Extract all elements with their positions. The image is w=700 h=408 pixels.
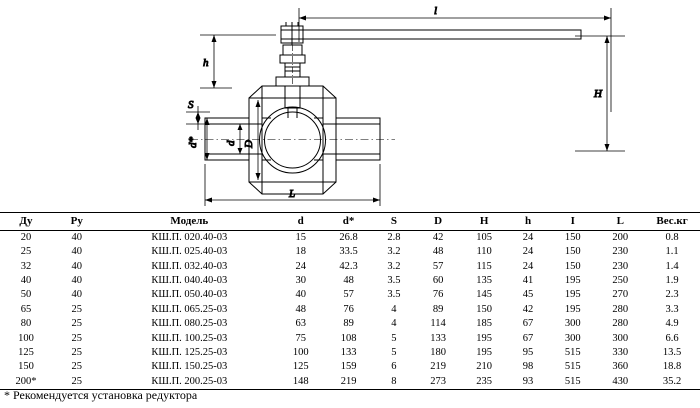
cell-l: 280: [612, 318, 629, 330]
cell-small-h: 95: [522, 346, 534, 358]
cell-small-h: 24: [522, 246, 534, 258]
cell-big-d: 60: [432, 275, 444, 287]
cell-i: 195: [564, 289, 581, 301]
table-row: [0, 230, 700, 245]
cell-d: 148: [277, 375, 325, 390]
cell-i: 195: [564, 275, 581, 287]
cell-du: 20: [20, 231, 32, 243]
cell-weight: 1.4: [665, 260, 679, 272]
col-header-big-d: D: [415, 213, 461, 231]
cell-big-h: 195: [476, 332, 492, 344]
cell-d-star: 133: [340, 346, 357, 358]
cell-s: 4: [391, 318, 397, 330]
cell-d: 75: [295, 332, 306, 344]
cell-s: 6: [391, 361, 397, 373]
dim-label-d: d: [225, 140, 237, 146]
cell-du: 125: [18, 346, 34, 358]
specification-table: [0, 212, 700, 390]
cell-py: 40: [71, 289, 83, 301]
cell-du: 25: [20, 246, 32, 258]
cell-l: 430: [597, 375, 645, 390]
col-header-i: I: [549, 213, 597, 231]
cell-small-h: 24: [522, 260, 534, 272]
cell-d-star: 33.5: [339, 246, 358, 258]
cell-l: 360: [612, 361, 629, 373]
table-row: [0, 360, 700, 374]
cell-du: 100: [18, 332, 34, 344]
cell-big-h: 235: [461, 375, 507, 390]
cell-py: 25: [71, 303, 83, 315]
dim-label-H: H: [594, 88, 602, 100]
table-head: [0, 213, 700, 231]
cell-d: 24: [295, 260, 306, 272]
cell-s: 5: [391, 346, 397, 358]
cell-s: 8: [373, 375, 415, 390]
cell-py: 25: [71, 361, 83, 373]
footnote-text: * Рекомендуется установка редуктора: [4, 388, 198, 402]
cell-l: 230: [612, 246, 629, 258]
cell-l: 270: [612, 289, 629, 301]
cell-big-d: 180: [430, 346, 446, 358]
dimension-l-top: [299, 8, 611, 112]
cell-du: 150: [18, 361, 34, 373]
dimension-h: [200, 35, 276, 88]
cell-d-star: 159: [340, 361, 357, 373]
dim-label-d-star: d*: [187, 137, 199, 148]
cell-d-star: 108: [340, 332, 357, 344]
cell-small-h: 45: [522, 289, 534, 301]
col-header-d: d: [277, 213, 325, 231]
cell-d: 18: [295, 246, 306, 258]
dim-label-S: S: [188, 99, 194, 111]
cell-big-d: 219: [430, 361, 446, 373]
dim-label-L: L: [289, 188, 296, 200]
table-row: [0, 288, 700, 302]
cell-py: 25: [71, 318, 83, 330]
col-header-du: Ду: [0, 213, 52, 231]
cell-big-h: 195: [476, 346, 492, 358]
cell-d: 40: [295, 289, 306, 301]
col-header-py: Ру: [52, 213, 102, 231]
table-header-row: [0, 213, 700, 231]
cell-big-h: 105: [476, 231, 492, 243]
cell-big-h: 150: [476, 303, 492, 315]
dim-label-l-top: l: [434, 5, 438, 17]
cell-small-h: 67: [522, 332, 534, 344]
cell-py: 25: [52, 375, 102, 390]
cell-i: 150: [564, 231, 581, 243]
cell-big-d: 76: [432, 289, 444, 301]
cell-d: 100: [292, 346, 309, 358]
col-header-l: L: [597, 213, 645, 231]
cell-i: 195: [564, 303, 581, 315]
cell-du: 50: [20, 289, 32, 301]
cell-model: КШ.П. 125.25-03: [151, 346, 228, 358]
cell-small-h: 24: [522, 231, 534, 243]
cell-model: КШ.П. 080.25-03: [151, 318, 228, 330]
cell-big-h: 115: [476, 260, 492, 272]
cell-i: 515: [564, 346, 581, 358]
cell-s: 5: [391, 332, 397, 344]
cell-big-d: 57: [432, 260, 444, 272]
cell-weight: 6.6: [665, 332, 679, 344]
cell-i: 300: [564, 318, 581, 330]
cell-i: 150: [564, 246, 581, 258]
cell-du: 40: [20, 275, 32, 287]
cell-model: КШ.П. 100.25-03: [151, 332, 228, 344]
cell-big-h: 110: [476, 246, 492, 258]
cell-py: 25: [71, 332, 83, 344]
cell-big-h: 145: [476, 289, 492, 301]
cell-s: 3.5: [387, 289, 401, 301]
cell-i: 515: [549, 375, 597, 390]
cell-weight: 4.9: [665, 318, 679, 330]
col-header-d-star: d*: [325, 213, 373, 231]
cell-big-d: 89: [432, 303, 444, 315]
cell-d: 63: [295, 318, 306, 330]
cell-d: 48: [295, 303, 306, 315]
cell-weight: 2.3: [665, 289, 679, 301]
cell-d-star: 219: [325, 375, 373, 390]
col-header-weight: Вес.кг: [644, 213, 700, 231]
cell-model: КШ.П. 040.40-03: [151, 275, 228, 287]
cell-weight: 13.5: [662, 346, 682, 358]
cell-d-star: 89: [343, 318, 354, 330]
table-row: [0, 346, 700, 360]
cell-big-d: 133: [430, 332, 446, 344]
cell-du: 65: [20, 303, 32, 315]
cell-d-star: 57: [343, 289, 354, 301]
cell-s: 3.5: [387, 275, 401, 287]
cell-l: 230: [612, 260, 629, 272]
table-row: [0, 332, 700, 346]
cell-small-h: 67: [522, 318, 534, 330]
cell-big-d: 48: [432, 246, 444, 258]
cell-model: КШ.П. 025.40-03: [151, 246, 228, 258]
cell-i: 150: [564, 260, 581, 272]
cell-weight: 3.3: [665, 303, 679, 315]
table-row: [0, 317, 700, 331]
specification-table-wrap: [0, 212, 700, 390]
cell-py: 40: [71, 246, 83, 258]
cell-weight: 1.9: [665, 275, 679, 287]
cell-weight: 35.2: [644, 375, 700, 390]
cell-model: КШ.П. 050.40-03: [151, 289, 228, 301]
cell-big-h: 135: [476, 275, 492, 287]
valve-handle: [281, 22, 581, 45]
cell-model: КШ.П. 150.25-03: [151, 361, 228, 373]
cell-s: 3.2: [387, 246, 401, 258]
cell-d-star: 76: [343, 303, 354, 315]
cell-py: 25: [71, 346, 83, 358]
table-row: [0, 260, 700, 274]
cell-du: 80: [20, 318, 32, 330]
cell-weight: 0.8: [665, 231, 679, 243]
cell-du: 32: [20, 260, 32, 272]
cell-big-h: 210: [476, 361, 492, 373]
cell-d-star: 42.3: [339, 260, 358, 272]
cell-i: 515: [564, 361, 581, 373]
col-header-small-h: h: [507, 213, 549, 231]
dim-label-h: h: [203, 57, 209, 69]
valve-stem: [276, 45, 309, 86]
col-header-model: Модель: [102, 213, 277, 231]
table-row: [0, 303, 700, 317]
col-header-big-h: H: [461, 213, 507, 231]
valve-body: [190, 86, 395, 194]
cell-d-star: 48: [343, 275, 354, 287]
cell-big-d: 114: [430, 318, 446, 330]
dimension-d: [238, 124, 243, 154]
cell-weight: 18.8: [662, 361, 682, 373]
table-row: [0, 274, 700, 288]
dim-label-D: D: [243, 140, 255, 148]
cell-l: 200: [612, 231, 629, 243]
cell-i: 300: [564, 332, 581, 344]
cell-l: 300: [612, 332, 629, 344]
table-row: [0, 245, 700, 259]
cell-small-h: 98: [522, 361, 534, 373]
cell-d: 15: [295, 231, 306, 243]
cell-model: КШ.П. 020.40-03: [151, 231, 228, 243]
cell-l: 330: [612, 346, 629, 358]
col-header-s: S: [373, 213, 415, 231]
cell-weight: 1.1: [665, 246, 679, 258]
cell-py: 40: [71, 275, 83, 287]
table-body: [0, 230, 700, 389]
cell-model: КШ.П. 032.40-03: [151, 260, 228, 272]
cell-big-d: 273: [415, 375, 461, 390]
cell-d-star: 26.8: [339, 231, 358, 243]
cell-l: 250: [612, 275, 629, 287]
cell-big-d: 42: [432, 231, 444, 243]
cell-l: 280: [612, 303, 629, 315]
cell-small-h: 42: [522, 303, 534, 315]
cell-big-h: 185: [476, 318, 492, 330]
cell-model: КШ.П. 200.25-03: [102, 375, 277, 390]
cell-model: КШ.П. 065.25-03: [151, 303, 228, 315]
cell-small-h: 41: [522, 275, 534, 287]
cell-s: 3.2: [387, 260, 401, 272]
cell-d: 125: [292, 361, 309, 373]
cell-d: 30: [295, 275, 306, 287]
cell-py: 40: [71, 231, 83, 243]
cell-du: 200*: [0, 375, 52, 390]
cell-s: 2.8: [387, 231, 401, 243]
cell-small-h: 93: [507, 375, 549, 390]
cell-py: 40: [71, 260, 83, 272]
cell-s: 4: [391, 303, 397, 315]
